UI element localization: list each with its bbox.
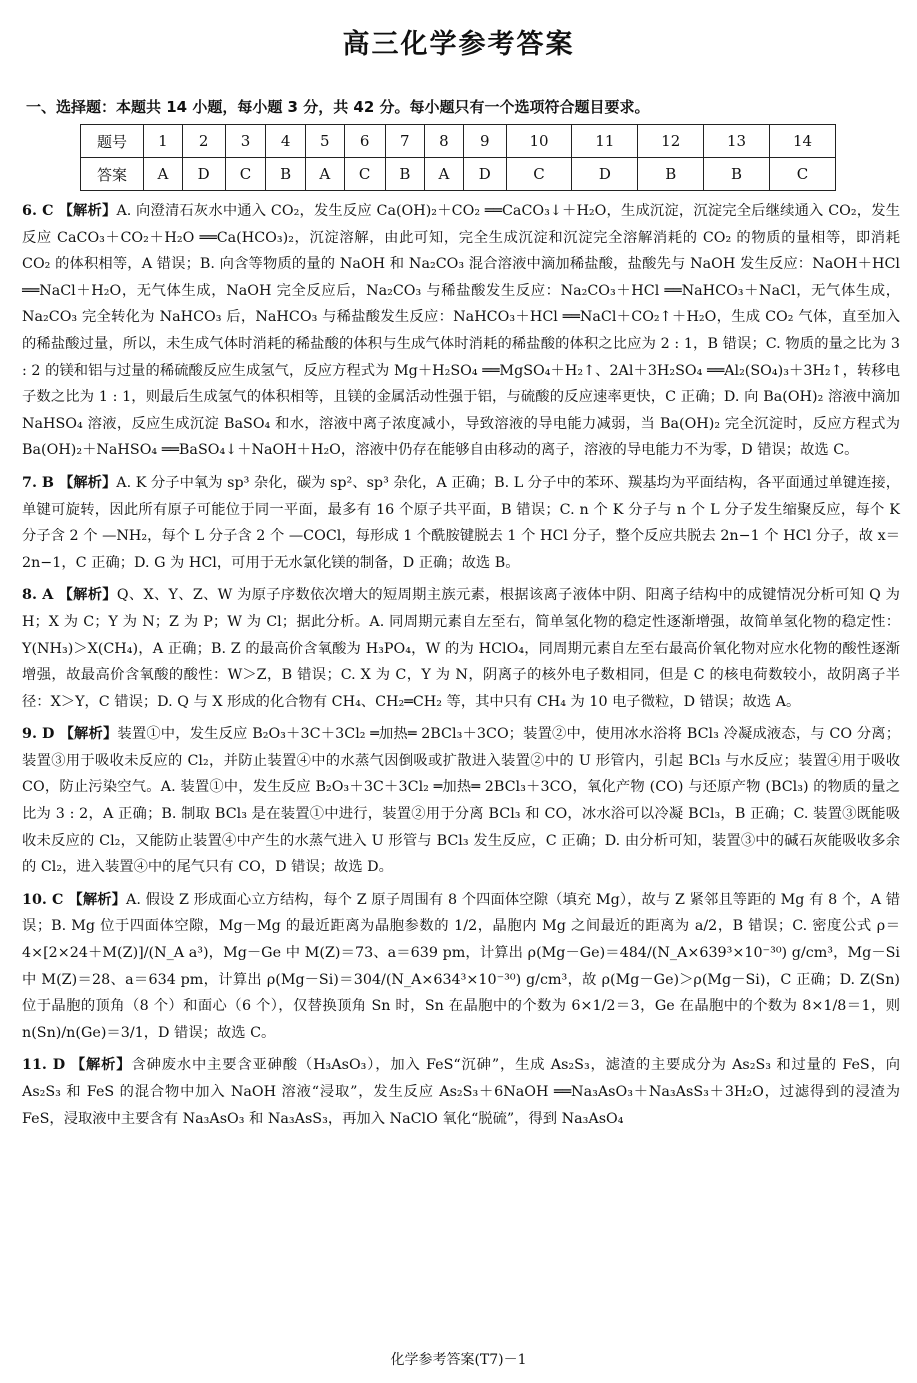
question-number-cell: 8	[425, 125, 464, 158]
question-number-cell: 12	[638, 125, 704, 158]
question-number-cell: 9	[463, 125, 506, 158]
question-number-cell: 14	[770, 125, 836, 158]
question-label: 10. C 【解析】	[22, 891, 127, 908]
explanation-q9	[22, 721, 900, 881]
explanation-text: 装置①中，发生反应 B₂O₃＋3C＋3Cl₂ ═加热═ 2BCl₃＋3CO；装置②中，使用冰水浴将 BCl₃ 冷凝成液态，与 CO 分离；装置③用于吸收未反应的 Cl₂，并防止装置④中的水蒸气因倒吸或扩散进入装置②中的 U 形管内，引起 BCl₃ 与水反应；装置④用于吸收 CO，防止污染空气。A. 装置①中，发生反应 B₂O₃＋3C＋3Cl₂ ═加热═ 2BCl₃＋3CO，氧化产物 (CO) 与还原产物 (BCl₃) 的物质的量之比为 3 : 2，A 正确；B. 制取 BCl₃ 是在装置①中进行，装置②用于分离 BCl₃ 和 CO，冰水浴可以冷凝 BCl₃，B 正确；C. 装置③既能吸收未反应的 Cl₂，又能防止装置④中产生的水蒸气进入 U 形管与 BCl₃ 发生反应，C 正确；D. 由分析可知，装置③中的碱石灰能吸收多余的 Cl₂，进入装置④中的尾气只有 CO，D 错误；故选 D。	[22, 726, 900, 876]
answer-cell: D	[572, 158, 638, 191]
answer-cell: B	[638, 158, 704, 191]
table-row	[81, 125, 836, 158]
table-row	[81, 158, 836, 191]
question-number-cell: 3	[225, 125, 266, 158]
answer-table	[80, 124, 836, 191]
question-number-cell: 1	[144, 125, 183, 158]
answer-cell: A	[425, 158, 464, 191]
question-number-cell: 7	[385, 125, 424, 158]
answer-cell: B	[704, 158, 770, 191]
answer-cell: D	[182, 158, 225, 191]
answer-cell: C	[225, 158, 266, 191]
explanation-q8	[22, 582, 900, 715]
explanation-text: Q、X、Y、Z、W 为原子序数依次增大的短周期主族元素，根据该离子液体中阴、阳离子结构中的成键情况分析可知 Q 为 H；X 为 C；Y 为 N；Z 为 P；W 为 Cl；据此分析。A. 同周期元素自左至右，简单氢化物的稳定性逐渐增强，故简单氢化物的稳定性：Y(NH₃)＞X(CH₄)，A 正确；B. Z 的最高价含氧酸为 H₃PO₄，W 的为 HClO₄，同周期元素自左至右最高价氧化物对应水化物的酸性逐渐增强，故最高价含氧酸的酸性：W＞Z，B 错误；C. X 为 C，Y 为 N，阴离子的核外电子数相同，但是 C 的核电荷数较小，故阴离子半径：X＞Y，C 错误；D. Q 与 X 形成的化合物有 CH₄、CH₂═CH₂ 等，其中只有 CH₄ 为 10 电子微粒，D 错误；故选 A。	[22, 587, 900, 710]
explanation-text: A. K 分子中氧为 sp³ 杂化，碳为 sp²、sp³ 杂化，A 正确；B. L 分子中的苯环、羰基均为平面结构，各平面通过单键连接，单键可旋转，因此所有原子可能位于同一平面，最多有 16 个原子共平面，B 错误；C. n 个 K 分子与 n 个 L 分子发生缩聚反应，每个 K 分子含 2 个 —NH₂，每个 L 分子含 2 个 —COCl，每形成 1 个酰胺键脱去 1 个 HCl 分子，整个反应共脱去 2n−1 个 HCl 分子，故 x＝2n−1，C 正确；D. G 为 HCl，可用于无水氯化镁的制备，D 正确；故选 B。	[22, 474, 901, 571]
answer-cell: B	[385, 158, 424, 191]
answer-cell: C	[770, 158, 836, 191]
row-label: 答案	[81, 158, 144, 191]
page-footer: 化学参考答案(T7)－1	[390, 1352, 527, 1368]
explanation-text: A. 假设 Z 形成面心立方结构，每个 Z 原子周围有 8 个四面体空隙（填充 Mg），故与 Z 紧邻且等距的 Mg 有 8 个，A 错误；B. Mg 位于四面体空隙，Mg－Mg 的最近距离为晶胞参数的 1/2，晶胞内 Mg 之间最近的距离为 a/2，B 错误；C. 密度公式 ρ＝4×[2×24＋M(Z)]/(N_A a³)，Mg－Ge 中 M(Z)＝73、a＝639 pm，计算出 ρ(Mg－Ge)＝484/(N_A×639³×10⁻³⁰) g/cm³，Mg－Si 中 M(Z)＝28、a＝634 pm，计算出 ρ(Mg－Si)＝304/(N_A×634³×10⁻³⁰) g/cm³，故 ρ(Mg－Ge)＞ρ(Mg－Si)，C 正确；D. Z(Sn) 位于晶胞的顶角（8 个）和面心（6 个），仅替换顶角 Sn 时，Sn 在晶胞中的个数为 6×1/2＝3，Ge 在晶胞中的个数为 8×1/8＝1，则 n(Sn)/n(Ge)＝3/1，D 错误；故选 C。	[22, 891, 900, 1041]
row-label: 题号	[81, 125, 144, 158]
answer-cell: C	[506, 158, 572, 191]
question-label: 8. A 【解析】	[22, 587, 117, 604]
explanation-text: A. 向澄清石灰水中通入 CO₂，发生反应 Ca(OH)₂＋CO₂ ══CaCO₃↓＋H₂O，生成沉淀，沉淀完全后继续通入 CO₂，发生反应 CaCO₃＋CO₂＋H₂O ══Ca(HCO₃)₂，沉淀溶解，由此可知，完全生成沉淀和沉淀完全溶解消耗的 CO₂ 的物质的量相等，即消耗 CO₂ 的体积相等，A 错误；B. 向含等物质的量的 NaOH 和 Na₂CO₃ 混合溶液中滴加稀盐酸，盐酸先与 NaOH 发生反应：NaOH＋HCl ══NaCl＋H₂O，无气体生成，NaOH 完全反应后，Na₂CO₃ 与稀盐酸发生反应：Na₂CO₃＋HCl ══NaHCO₃＋NaCl，无气体生成，Na₂CO₃ 完全转化为 NaHCO₃ 后，NaHCO₃ 与稀盐酸发生反应：NaHCO₃＋HCl ══NaCl＋CO₂↑＋H₂O，生成 CO₂ 气体，直至加入的稀盐酸过量，所以，未生成气体时消耗的稀盐酸的体积与生成气体时消耗的稀盐酸的体积之比应为 2 : 1，B 错误；C. 物质的量之比为 3 : 2 的镁和铝与过量的稀硫酸反应生成氢气，反应方程式为 Mg＋H₂SO₄ ══MgSO₄＋H₂↑、2Al＋3H₂SO₄ ══Al₂(SO₄)₃＋3H₂↑，转移电子数之比为 1 : 1，则最后生成氢气的体积相等，且镁的金属活动性强于铝，与硫酸的反应速率更快，C 正确；D. 向 Ba(OH)₂ 溶液中滴加 NaHSO₄ 溶液，反应生成沉淀 BaSO₄ 和水，溶液中离子浓度减小，导致溶液的导电能力减弱，当 Ba(OH)₂ 完全沉淀时，反应方程式为 Ba(OH)₂＋NaHSO₄ ══BaSO₄↓＋NaOH＋H₂O，溶液中仍存在能够自由移动的离子，溶液的导电能力不为零，D 错误；故选 C。	[22, 203, 900, 459]
question-label: 6. C 【解析】	[22, 203, 117, 219]
question-number-cell: 5	[305, 125, 344, 158]
explanation-q6	[22, 198, 900, 464]
section-heading: 一、选择题：本题共 14 小题，每小题 3 分，共 42 分。每小题只有一个选项符合题目要求。	[26, 98, 650, 116]
question-number-cell: 10	[506, 125, 572, 158]
answer-cell: D	[463, 158, 506, 191]
explanation-text: 含砷废水中主要含亚砷酸（H₃AsO₃），加入 FeS“沉砷”，生成 As₂S₃，滤渣的主要成分为 As₂S₃ 和过量的 FeS，向 As₂S₃ 和 FeS 的混合物中加入 NaOH 溶液“浸取”，发生反应 As₂S₃＋6NaOH ══Na₃AsO₃＋Na₃AsS₃＋3H₂O，过滤得到的浸渣为 FeS，浸取液中主要含有 Na₃AsO₃ 和 Na₃AsS₃，再加入 NaClO 氧化“脱硫”，得到 Na₃AsO₄	[22, 1057, 900, 1127]
page-title: 高三化学参考答案	[342, 29, 575, 60]
question-number-cell: 6	[344, 125, 385, 158]
answer-cell: A	[305, 158, 344, 191]
explanation-q10	[22, 887, 900, 1047]
question-number-cell: 4	[266, 125, 305, 158]
answer-cell: C	[344, 158, 385, 191]
explanation-q11	[22, 1052, 900, 1132]
explanation-q7	[22, 470, 900, 576]
explanations	[22, 198, 900, 1138]
question-number-cell: 2	[182, 125, 225, 158]
question-label: 7. B 【解析】	[22, 474, 117, 491]
question-label: 9. D 【解析】	[22, 726, 118, 743]
question-number-cell: 11	[572, 125, 638, 158]
question-number-cell: 13	[704, 125, 770, 158]
question-label: 11. D 【解析】	[22, 1057, 132, 1074]
answer-cell: B	[266, 158, 305, 191]
answer-cell: A	[144, 158, 183, 191]
